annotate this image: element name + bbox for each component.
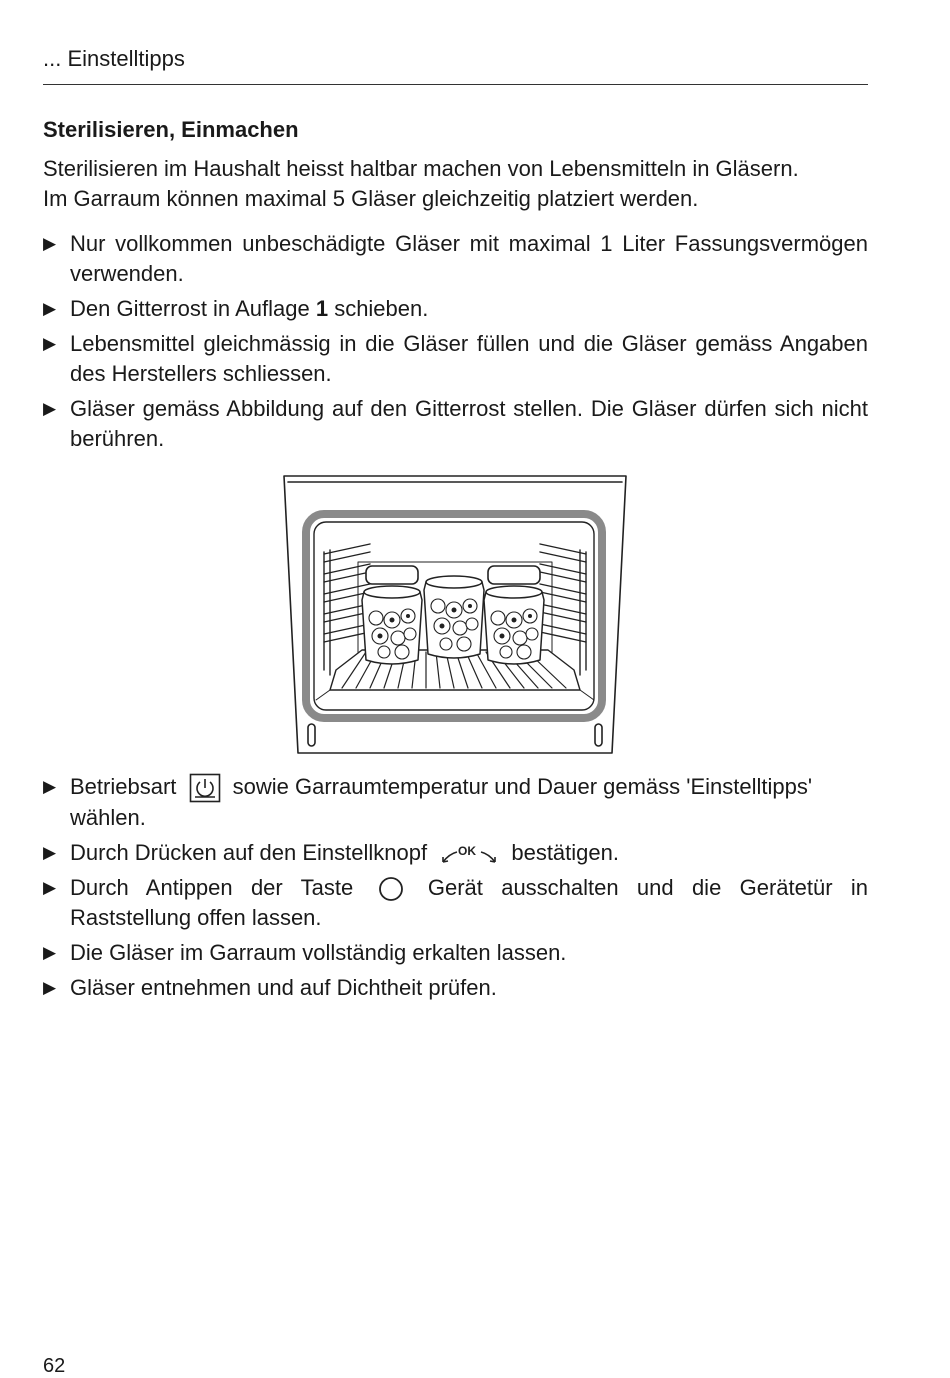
oven-jars-illustration bbox=[280, 470, 630, 758]
step-text: Gläser entnehmen und auf Dichtheit prüfen. bbox=[70, 975, 497, 1001]
list-item bbox=[43, 294, 868, 324]
play-arrow-icon: ▶ bbox=[43, 878, 57, 898]
page-number: 62 bbox=[43, 1355, 66, 1377]
step-text: schieben. bbox=[334, 296, 429, 321]
steps-list-2 bbox=[43, 772, 868, 1008]
step-text: Durch Antippen der Taste bbox=[70, 875, 354, 901]
list-item bbox=[43, 394, 868, 454]
play-arrow-icon: ▶ bbox=[43, 234, 57, 253]
bottom-heat-mode-icon bbox=[189, 773, 221, 803]
play-arrow-icon: ▶ bbox=[43, 399, 57, 418]
step-text: Gläser gemäss Abbildung auf den Gitterrost stellen. Die Gläser dürfen sich nicht berühren. bbox=[70, 396, 868, 451]
list-item bbox=[43, 938, 868, 968]
svg-text:OK: OK bbox=[458, 844, 477, 859]
step-text: Lebensmittel gleichmässig in die Gläser füllen und die Gläser gemäss Angaben des Herstellers schliessen. bbox=[70, 331, 868, 386]
step-text: bestätigen. bbox=[511, 840, 619, 866]
list-item bbox=[43, 229, 868, 289]
step-text: Die Gläser im Garraum vollständig erkalten lassen. bbox=[70, 940, 567, 966]
list-item bbox=[43, 772, 868, 833]
ok-knob-icon bbox=[439, 842, 499, 866]
step-text: Nur vollkommen unbeschädigte Gläser mit maximal 1 Liter Fassungsvermögen verwenden. bbox=[70, 231, 868, 286]
play-arrow-icon: ▶ bbox=[43, 299, 57, 318]
play-arrow-icon: ▶ bbox=[43, 943, 57, 963]
intro-line-1: Sterilisieren im Haushalt heisst haltbar machen von Lebensmitteln in Gläsern. bbox=[43, 156, 799, 181]
step-text: Den Gitterrost in Auflage bbox=[70, 296, 310, 321]
play-arrow-icon: ▶ bbox=[43, 334, 57, 353]
steps-list-1 bbox=[43, 229, 868, 459]
intro-line-2: Im Garraum können maximal 5 Gläser gleichzeitig platziert werden. bbox=[43, 186, 699, 211]
step-text: Betriebsart bbox=[70, 774, 177, 799]
step-text: sowie Garraumtemperatur und Dauer gemäss 'Einstelltipps' wählen. bbox=[70, 774, 813, 831]
intro-text bbox=[43, 154, 873, 214]
section-title: Sterilisieren, Einmachen bbox=[43, 117, 299, 142]
play-arrow-icon: ▶ bbox=[43, 777, 57, 796]
step-text: Durch Drücken auf den Einstellknopf bbox=[70, 840, 428, 866]
play-arrow-icon: ▶ bbox=[43, 978, 57, 998]
running-header: ... Einstelltipps bbox=[43, 46, 185, 71]
step-text: Gerät ausschalten und die Gerätetür in Raststellung offen lassen. bbox=[70, 875, 868, 931]
list-item bbox=[43, 973, 868, 1003]
shelf-level-number: 1 bbox=[315, 296, 329, 321]
list-item bbox=[43, 873, 868, 933]
play-arrow-icon: ▶ bbox=[43, 843, 57, 863]
list-item bbox=[43, 329, 868, 389]
list-item bbox=[43, 838, 868, 868]
circle-button-icon bbox=[378, 876, 404, 902]
header-divider bbox=[43, 84, 868, 85]
